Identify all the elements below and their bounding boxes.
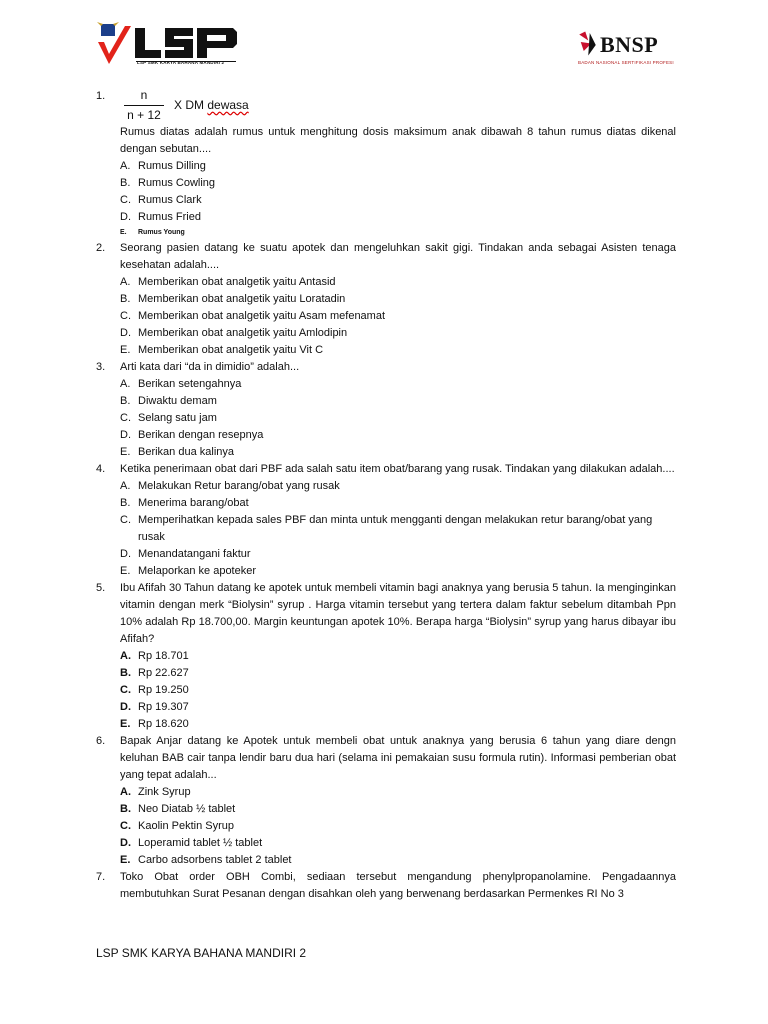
question-number: 1.: [96, 90, 106, 102]
answer-option: [96, 648, 676, 665]
formula-dm: X DM: [174, 98, 204, 112]
option-letter: E.: [120, 446, 131, 458]
answer-option: [96, 291, 676, 308]
option-letter: E.: [120, 854, 131, 866]
option-text: Rp 18.701: [138, 650, 189, 662]
option-letter: D.: [120, 327, 131, 339]
bnsp-subtitle: BADAN NASIONAL SERTIFIKASI PROFESI: [578, 60, 674, 65]
answer-option: [96, 410, 676, 427]
answer-option: [96, 495, 676, 512]
option-text: Neo Diatab ½ tablet: [138, 803, 236, 815]
option-letter: E.: [120, 565, 131, 577]
option-text: Rumus Cowling: [138, 177, 216, 189]
formula-dewasa: dewasa: [207, 98, 249, 112]
answer-option: [96, 427, 676, 444]
question-text: Arti kata dari “da in dimidio” adalah...: [120, 361, 300, 373]
formula-multiplier: [174, 97, 249, 114]
question-number: 4.: [96, 463, 106, 475]
option-letter: E.: [120, 718, 131, 730]
option-letter: D.: [120, 211, 131, 223]
answer-option: [96, 699, 676, 716]
answer-option: [96, 835, 676, 852]
option-letter: E.: [120, 344, 131, 356]
option-text: Rp 19.307: [138, 701, 189, 713]
document-header: [0, 0, 768, 80]
option-letter: A.: [120, 786, 131, 798]
question-number: 5.: [96, 582, 106, 594]
bnsp-logo-text: BNSP: [600, 32, 659, 57]
option-text: Memberikan obat analgetik yaitu Antasid: [138, 276, 336, 288]
answer-option: [96, 342, 676, 359]
option-letter: A.: [120, 650, 131, 662]
question-number: 2.: [96, 242, 106, 254]
answer-option: [96, 665, 676, 682]
answer-option: [96, 158, 676, 175]
answer-option: [96, 478, 676, 495]
answer-option: [96, 325, 676, 342]
formula-fraction: [124, 88, 164, 123]
answer-option: [96, 546, 676, 563]
option-text: Memberikan obat analgetik yaitu Asam mefenamat: [138, 310, 386, 322]
option-text: Menandatangani faktur: [138, 548, 251, 560]
option-letter: C.: [120, 820, 131, 832]
question-number: 3.: [96, 361, 106, 373]
question-item: [96, 733, 676, 784]
answer-option: [96, 784, 676, 801]
option-letter: A.: [120, 160, 131, 172]
answer-option: [96, 818, 676, 835]
option-text: Kaolin Pektin Syrup: [138, 820, 234, 832]
option-text: Melakukan Retur barang/obat yang rusak: [138, 480, 340, 492]
answer-option: [96, 801, 676, 818]
option-text: Berikan setengahnya: [138, 378, 242, 390]
question-item: [96, 869, 676, 903]
question-text: Ketika penerimaan obat dari PBF ada salah satu item obat/barang yang rusak. Tindakan yang dilakukan adalah....: [120, 463, 675, 475]
option-letter: C.: [120, 412, 131, 424]
option-letter: C.: [120, 310, 131, 322]
option-text: Rumus Fried: [138, 211, 201, 223]
option-text: Rp 19.250: [138, 684, 189, 696]
answer-option: [96, 274, 676, 291]
answer-option: [96, 716, 676, 733]
answer-option: [96, 852, 676, 869]
answer-option: [96, 226, 676, 240]
option-text: Selang satu jam: [138, 412, 217, 424]
answer-option: [96, 209, 676, 226]
answer-option: [96, 376, 676, 393]
question-text: Bapak Anjar datang ke Apotek untuk membeli obat untuk anaknya yang berusia 6 tahun yang diare dengn keluhan BAB cair tanpa lendir baru dua hari (selama ini pemakaian susu formula rutin). Informasi pemberian obat yang tepat adalah...: [120, 735, 676, 781]
option-text: Zink Syrup: [138, 786, 191, 798]
option-text: Rp 22.627: [138, 667, 189, 679]
option-text: Loperamid tablet ½ tablet: [138, 837, 263, 849]
option-letter: C.: [120, 194, 131, 206]
footer-text: LSP SMK KARYA BAHANA MANDIRI 2: [96, 946, 307, 960]
question-item: [96, 580, 676, 648]
option-text: Memberikan obat analgetik yaitu Vit C: [138, 344, 324, 356]
option-letter: B.: [120, 803, 131, 815]
answer-option: [96, 308, 676, 325]
option-text: Rumus Clark: [138, 194, 202, 206]
answer-option: [96, 512, 676, 546]
option-text: Melaporkan ke apoteker: [138, 565, 257, 577]
option-letter: D.: [120, 548, 131, 560]
option-letter: A.: [120, 276, 131, 288]
option-letter: D.: [120, 837, 131, 849]
option-letter: B.: [120, 667, 131, 679]
option-letter: A.: [120, 378, 131, 390]
option-letter: A.: [120, 480, 131, 492]
option-text: Rumus Young: [138, 229, 185, 236]
question-number: 7.: [96, 871, 106, 883]
option-letter: C.: [120, 684, 131, 696]
question-item: [96, 240, 676, 274]
dosage-formula: [96, 88, 676, 124]
option-letter: E.: [120, 229, 127, 236]
option-text: Memberikan obat analgetik yaitu Loratadin: [138, 293, 346, 305]
option-letter: B.: [120, 293, 131, 305]
question-text: Rumus diatas adalah rumus untuk menghitung dosis maksimum anak dibawah 8 tahun rumus diatas dikenal dengan sebutan....: [120, 126, 676, 155]
option-text: Berikan dua kalinya: [138, 446, 235, 458]
option-letter: D.: [120, 429, 131, 441]
option-text: Diwaktu demam: [138, 395, 217, 407]
option-letter: B.: [120, 177, 131, 189]
option-text: Menerima barang/obat: [138, 497, 249, 509]
option-letter: B.: [120, 395, 131, 407]
question-item: [96, 88, 676, 158]
option-text: Rp 18.620: [138, 718, 189, 730]
option-text: Memperihatkan kepada sales PBF dan minta untuk mengganti dengan melakukan retur barang/obat yang rusak: [138, 514, 653, 543]
answer-option: [96, 393, 676, 410]
formula-denominator: n + 12: [127, 108, 161, 122]
option-letter: D.: [120, 701, 131, 713]
option-text: Memberikan obat analgetik yaitu Amlodipin: [138, 327, 348, 339]
question-item: [96, 461, 676, 478]
lsp-subtitle: LSP SMK KARYA BAHANA MANDIRI 2: [137, 60, 225, 65]
option-letter: C.: [120, 514, 131, 526]
answer-option: [96, 192, 676, 209]
question-text: Toko Obat order OBH Combi, sediaan tersebut mengandung phenylpropanolamine. Pengadaannya membutuhkan Surat Pesanan dengan disahkan oleh yang berwenang berdasarkan Permenkes RI No 3: [120, 871, 676, 900]
question-text: Seorang pasien datang ke suatu apotek dan mengeluhkan sakit gigi. Tindakan anda sebagai Asisten tenaga kesehatan adalah....: [120, 242, 676, 271]
answer-option: [96, 563, 676, 580]
answer-option: [96, 682, 676, 699]
option-text: Berikan dengan resepnya: [138, 429, 264, 441]
option-text: Carbo adsorbens tablet 2 tablet: [138, 854, 292, 866]
option-letter: B.: [120, 497, 131, 509]
question-text: Ibu Afifah 30 Tahun datang ke apotek untuk membeli vitamin bagi anaknya yang berusia 5 tahun. Ia menginginkan vitamin dengan merk “Biolysin” syrup . Harga vitamin tersebut yang tertera dalam faktur sebelum ditambah Ppn 10% adalah Rp 18.700,00. Margin keuntungan apotek 10%. Berapa harga “Biolysin” syrup yang harus dibayar ibu Afifah?: [120, 582, 676, 645]
question-number: 6.: [96, 735, 106, 747]
formula-numerator: n: [124, 88, 164, 106]
question-item: [96, 359, 676, 376]
option-text: Rumus Dilling: [138, 160, 206, 172]
bnsp-emblem-icon: [575, 30, 603, 60]
answer-option: [96, 175, 676, 192]
answer-option: [96, 444, 676, 461]
question-list: [96, 88, 676, 903]
